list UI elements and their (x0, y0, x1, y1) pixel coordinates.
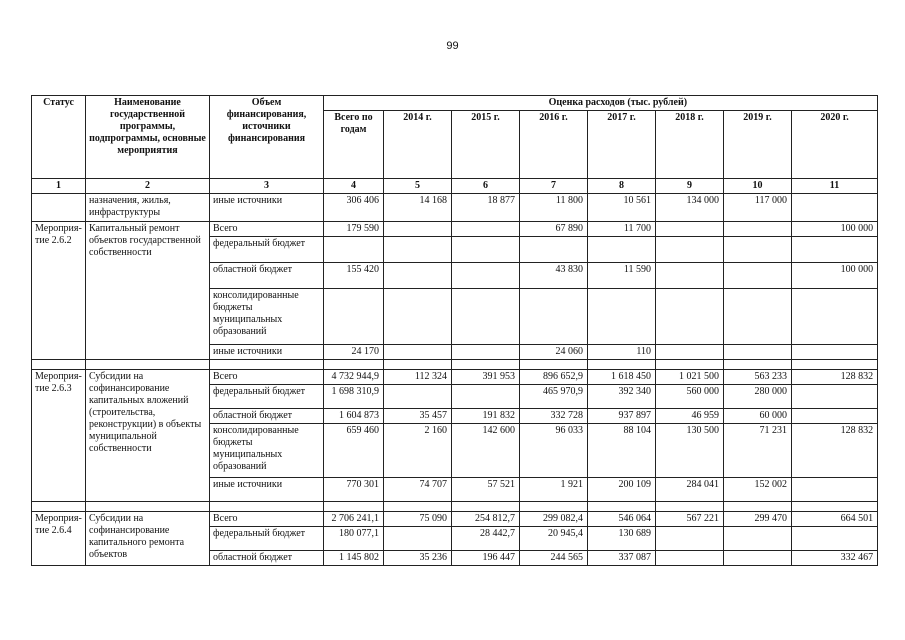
value-cell: 75 090 (384, 512, 452, 527)
value-cell (724, 263, 792, 289)
source-cell: иные источники (210, 345, 324, 360)
value-cell: 88 104 (588, 424, 656, 478)
value-cell: 96 033 (520, 424, 588, 478)
value-cell: 179 590 (324, 222, 384, 237)
value-cell: 299 470 (724, 512, 792, 527)
header-year: 2017 г. (588, 111, 656, 179)
value-cell: 659 460 (324, 424, 384, 478)
header-name: Наименование государственной программы, подпрограммы, основные мероприятия (86, 96, 210, 179)
status-cell: Мероприя-тие 2.6.3 (32, 370, 86, 502)
value-cell: 100 000 (792, 222, 878, 237)
value-cell: 664 501 (792, 512, 878, 527)
value-cell: 35 236 (384, 551, 452, 566)
value-cell: 35 457 (384, 409, 452, 424)
value-cell: 10 561 (588, 194, 656, 222)
value-cell (520, 237, 588, 263)
value-cell (724, 222, 792, 237)
separator-cell (210, 360, 324, 370)
value-cell: 155 420 (324, 263, 384, 289)
value-cell: 254 812,7 (452, 512, 520, 527)
value-cell: 11 700 (588, 222, 656, 237)
separator-cell (86, 360, 210, 370)
value-cell: 110 (588, 345, 656, 360)
source-cell: иные источники (210, 194, 324, 222)
name-cell: Субсидии на софинансирование капитальных вложений (строительства, реконструкции) в объекты муниципальной собственности (86, 370, 210, 502)
separator-cell (656, 502, 724, 512)
value-cell: 337 087 (588, 551, 656, 566)
value-cell: 43 830 (520, 263, 588, 289)
value-cell (384, 345, 452, 360)
value-cell: 128 832 (792, 424, 878, 478)
value-cell: 465 970,9 (520, 385, 588, 409)
value-cell: 2 706 241,1 (324, 512, 384, 527)
value-cell: 1 618 450 (588, 370, 656, 385)
value-cell (452, 222, 520, 237)
source-cell: федеральный бюджет (210, 385, 324, 409)
source-cell: Всего (210, 512, 324, 527)
value-cell (792, 409, 878, 424)
source-cell: областной бюджет (210, 409, 324, 424)
table-row (32, 370, 878, 385)
header-year: Всего по годам (324, 111, 384, 179)
value-cell: 1 021 500 (656, 370, 724, 385)
value-cell: 563 233 (724, 370, 792, 385)
source-cell: федеральный бюджет (210, 237, 324, 263)
value-cell: 130 689 (588, 527, 656, 551)
separator-cell (588, 502, 656, 512)
value-cell: 71 231 (724, 424, 792, 478)
name-cell: Капитальный ремонт объектов государственной собственности (86, 222, 210, 360)
value-cell: 2 160 (384, 424, 452, 478)
column-number: 9 (656, 179, 724, 194)
value-cell: 391 953 (452, 370, 520, 385)
value-cell: 200 109 (588, 478, 656, 502)
value-cell (452, 289, 520, 345)
value-cell: 67 890 (520, 222, 588, 237)
value-cell (588, 289, 656, 345)
column-number: 3 (210, 179, 324, 194)
value-cell (792, 194, 878, 222)
value-cell (656, 237, 724, 263)
separator-cell (86, 502, 210, 512)
value-cell (792, 527, 878, 551)
separator-cell (452, 502, 520, 512)
column-number: 2 (86, 179, 210, 194)
separator-cell (656, 360, 724, 370)
value-cell: 20 945,4 (520, 527, 588, 551)
value-cell (384, 385, 452, 409)
name-cell: Субсидии на софинансирование капитального ремонта объектов (86, 512, 210, 566)
value-cell (384, 527, 452, 551)
value-cell (792, 345, 878, 360)
value-cell (452, 263, 520, 289)
table-row (32, 512, 878, 527)
value-cell: 244 565 (520, 551, 588, 566)
source-cell: иные источники (210, 478, 324, 502)
status-cell (32, 194, 86, 222)
value-cell: 130 500 (656, 424, 724, 478)
value-cell (724, 289, 792, 345)
header-estimate: Оценка расходов (тыс. рублей) (324, 96, 878, 111)
value-cell: 191 832 (452, 409, 520, 424)
value-cell (384, 263, 452, 289)
value-cell: 770 301 (324, 478, 384, 502)
value-cell: 11 800 (520, 194, 588, 222)
header-year: 2016 г. (520, 111, 588, 179)
value-cell (792, 289, 878, 345)
column-number: 11 (792, 179, 878, 194)
column-number: 4 (324, 179, 384, 194)
separator-cell (384, 502, 452, 512)
value-cell (724, 345, 792, 360)
column-number: 7 (520, 179, 588, 194)
value-cell (656, 222, 724, 237)
column-number: 8 (588, 179, 656, 194)
value-cell: 74 707 (384, 478, 452, 502)
column-number: 1 (32, 179, 86, 194)
value-cell: 24 170 (324, 345, 384, 360)
value-cell: 14 168 (384, 194, 452, 222)
value-cell (588, 237, 656, 263)
value-cell: 28 442,7 (452, 527, 520, 551)
value-cell: 299 082,4 (520, 512, 588, 527)
column-number: 5 (384, 179, 452, 194)
value-cell (724, 237, 792, 263)
value-cell (384, 237, 452, 263)
value-cell (792, 385, 878, 409)
value-cell: 546 064 (588, 512, 656, 527)
value-cell (452, 385, 520, 409)
value-cell: 332 467 (792, 551, 878, 566)
column-number: 6 (452, 179, 520, 194)
name-cell: назначения, жилья, инфраструктуры (86, 194, 210, 222)
value-cell: 1 698 310,9 (324, 385, 384, 409)
value-cell: 24 060 (520, 345, 588, 360)
value-cell (656, 527, 724, 551)
value-cell (452, 345, 520, 360)
source-cell: Всего (210, 370, 324, 385)
separator-cell (724, 360, 792, 370)
value-cell: 937 897 (588, 409, 656, 424)
separator-cell (32, 502, 86, 512)
value-cell: 117 000 (724, 194, 792, 222)
separator-cell (520, 360, 588, 370)
header-year: 2018 г. (656, 111, 724, 179)
source-cell: консолидированные бюджеты муниципальных образований (210, 289, 324, 345)
value-cell: 284 041 (656, 478, 724, 502)
value-cell: 896 652,9 (520, 370, 588, 385)
value-cell (656, 289, 724, 345)
value-cell: 112 324 (384, 370, 452, 385)
value-cell (384, 289, 452, 345)
value-cell (324, 289, 384, 345)
value-cell: 332 728 (520, 409, 588, 424)
value-cell: 100 000 (792, 263, 878, 289)
separator-cell (792, 360, 878, 370)
value-cell (724, 551, 792, 566)
separator-row (32, 360, 878, 370)
value-cell: 60 000 (724, 409, 792, 424)
value-cell: 560 000 (656, 385, 724, 409)
source-cell: Всего (210, 222, 324, 237)
separator-row (32, 502, 878, 512)
value-cell: 1 145 802 (324, 551, 384, 566)
value-cell (724, 527, 792, 551)
value-cell: 4 732 944,9 (324, 370, 384, 385)
value-cell: 392 340 (588, 385, 656, 409)
value-cell (324, 237, 384, 263)
separator-cell (32, 360, 86, 370)
value-cell: 567 221 (656, 512, 724, 527)
value-cell: 1 604 873 (324, 409, 384, 424)
source-cell: областной бюджет (210, 551, 324, 566)
budget-table (31, 95, 878, 566)
header-status: Статус (32, 96, 86, 179)
header-year: 2014 г. (384, 111, 452, 179)
source-cell: федеральный бюджет (210, 527, 324, 551)
separator-cell (210, 502, 324, 512)
value-cell: 152 002 (724, 478, 792, 502)
value-cell: 196 447 (452, 551, 520, 566)
separator-cell (792, 502, 878, 512)
value-cell: 142 600 (452, 424, 520, 478)
status-cell: Мероприя-тие 2.6.2 (32, 222, 86, 360)
separator-cell (452, 360, 520, 370)
header-year: 2019 г. (724, 111, 792, 179)
source-cell: консолидированные бюджеты муниципальных образований (210, 424, 324, 478)
separator-cell (324, 502, 384, 512)
value-cell (656, 345, 724, 360)
value-cell (452, 237, 520, 263)
value-cell: 306 406 (324, 194, 384, 222)
separator-cell (384, 360, 452, 370)
status-cell: Мероприя-тие 2.6.4 (32, 512, 86, 566)
value-cell (656, 551, 724, 566)
value-cell (520, 289, 588, 345)
value-cell: 128 832 (792, 370, 878, 385)
value-cell: 280 000 (724, 385, 792, 409)
header-volume: Объем финансирования, источники финансирования (210, 96, 324, 179)
value-cell: 134 000 (656, 194, 724, 222)
value-cell (792, 478, 878, 502)
value-cell: 11 590 (588, 263, 656, 289)
value-cell: 57 521 (452, 478, 520, 502)
value-cell: 180 077,1 (324, 527, 384, 551)
header-year: 2020 г. (792, 111, 878, 179)
separator-cell (588, 360, 656, 370)
value-cell: 1 921 (520, 478, 588, 502)
separator-cell (724, 502, 792, 512)
separator-cell (520, 502, 588, 512)
page-number: 99 (446, 40, 459, 52)
value-cell (656, 263, 724, 289)
value-cell (792, 237, 878, 263)
separator-cell (324, 360, 384, 370)
value-cell (384, 222, 452, 237)
table-row (32, 222, 878, 237)
header-year: 2015 г. (452, 111, 520, 179)
value-cell: 46 959 (656, 409, 724, 424)
value-cell: 18 877 (452, 194, 520, 222)
column-number: 10 (724, 179, 792, 194)
source-cell: областной бюджет (210, 263, 324, 289)
table-row (32, 194, 878, 222)
